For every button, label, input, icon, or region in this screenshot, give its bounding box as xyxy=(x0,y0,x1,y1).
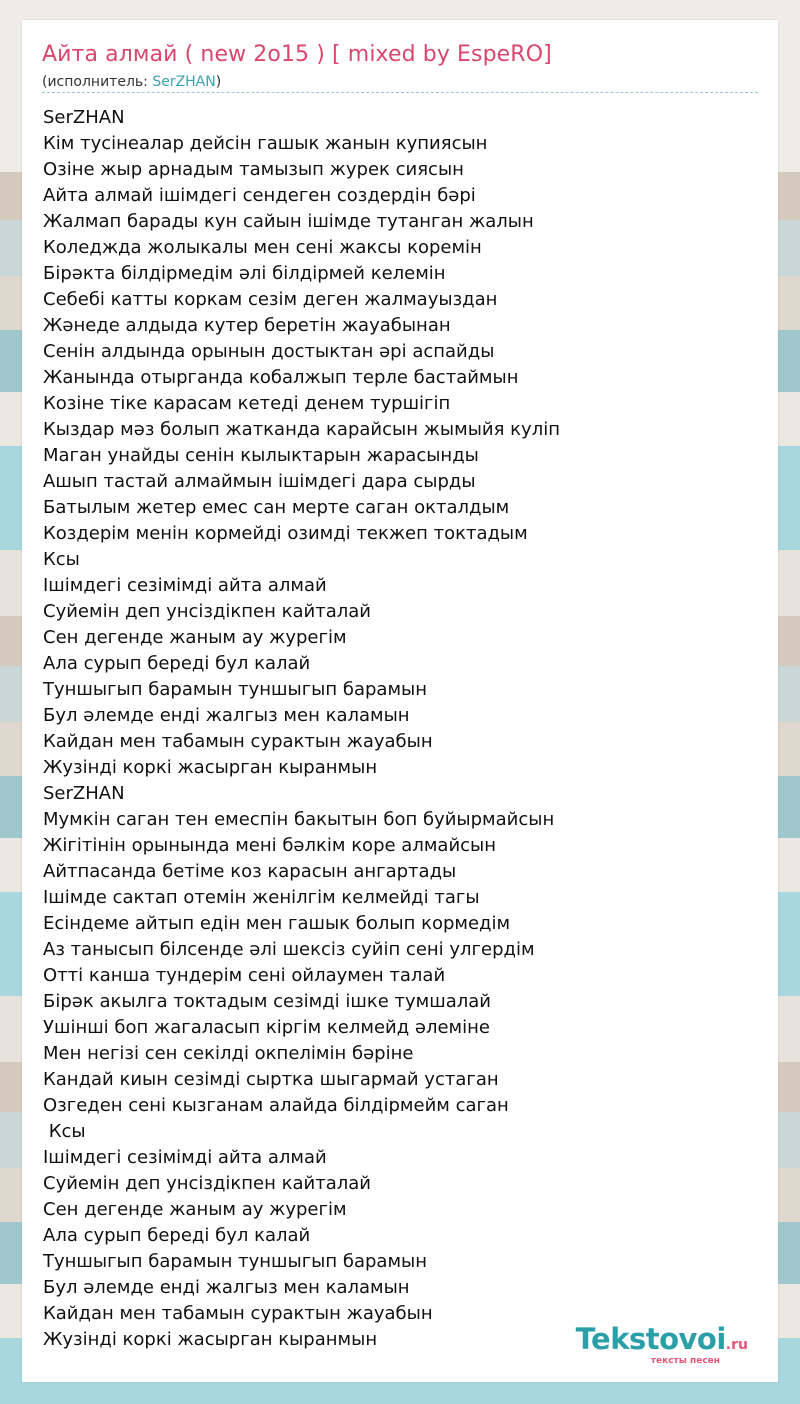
lyric-line: Ішімде сактап отемін женілгім келмейді тагы xyxy=(43,887,480,908)
lyric-line: Жігітінін орынында мені бәлкім коре алмайсын xyxy=(43,835,497,856)
artist-prefix: (исполнитель: xyxy=(42,74,153,90)
song-title: Айта алмай ( new 2o15 ) [ mixed by EspeRO] xyxy=(42,42,552,67)
logo-name: Tekstovoi xyxy=(575,1322,726,1356)
lyric-line: Кайдан мен табамын сурактын жауабын xyxy=(43,731,433,752)
lyric-line: Ішімдегі сезімімді айта алмай xyxy=(43,1147,327,1168)
lyric-line: Маган унайды сенін кылыктарын жарасынды xyxy=(43,445,479,466)
lyric-line: Ушінші боп жагаласып кіргім келмейд әлеміне xyxy=(43,1017,490,1038)
lyric-line: Аз танысып білсенде әлі шексіз суйіп сені улгердім xyxy=(43,939,535,960)
lyric-line: Сенін алдында орынын достыктан әрі аспайды xyxy=(43,341,495,362)
lyric-line: Жалмап барады кун сайын ішімде тутанган жалын xyxy=(43,211,534,232)
lyrics-card xyxy=(22,20,778,1382)
lyric-line: Ксы xyxy=(43,549,80,570)
lyric-line: Кім тусінеалар дейсін гашык жанын купиясын xyxy=(43,133,488,154)
lyric-line: Бул әлемде енді жалгыз мен каламын xyxy=(43,705,410,726)
lyric-line: SerZHAN xyxy=(43,107,125,128)
lyric-line: Отті канша тундерім сені ойлаумен талай xyxy=(43,965,446,986)
lyric-line: Коздерім менін кормейді озимді текжеп токтадым xyxy=(43,523,528,544)
lyric-line: Озіне жыр арнадым тамызып журек сиясын xyxy=(43,159,464,180)
lyric-line: Козіне тіке карасам кетеді денем туршігіп xyxy=(43,393,451,414)
lyric-line: Суйемін деп унсіздікпен кайталай xyxy=(43,601,371,622)
title-divider xyxy=(42,92,758,93)
lyric-line: Кайдан мен табамын сурактын жауабын xyxy=(43,1303,433,1324)
lyric-line: Жузінді коркі жасырган кыранмын xyxy=(43,757,378,778)
lyric-line: Туншыгып барамын туншыгып барамын xyxy=(43,1251,428,1272)
lyric-line: Коледжда жолыкалы мен сені жаксы коремін xyxy=(43,237,482,258)
lyric-line: Жанында отырганда кобалжып терле бастаймын xyxy=(43,367,519,388)
lyric-line: Ашып тастай алмаймын ішімдегі дара сырды xyxy=(43,471,476,492)
lyric-line: Батылым жетер емес сан мерте саган окталдым xyxy=(43,497,510,518)
lyric-line: Жәнеде алдыда кутер беретін жауабынан xyxy=(43,315,451,336)
lyric-line: Сен дегенде жаным ау журегім xyxy=(43,627,347,648)
lyric-line: Ішімдегі сезімімді айта алмай xyxy=(43,575,327,596)
lyric-line: Суйемін деп унсіздікпен кайталай xyxy=(43,1173,371,1194)
lyrics-text xyxy=(43,105,560,1353)
lyric-line: SerZHAN xyxy=(43,783,125,804)
lyric-line: Ала сурып береді бул калай xyxy=(43,1225,311,1246)
site-logo[interactable] xyxy=(575,1322,748,1366)
lyric-line: Бул әлемде енді жалгыз мен каламын xyxy=(43,1277,410,1298)
lyric-line: Себебі катты коркам сезім деген жалмауыздан xyxy=(43,289,498,310)
lyric-line: Туншыгып барамын туншыгып барамын xyxy=(43,679,428,700)
lyric-line: Сен дегенде жаным ау журегім xyxy=(43,1199,347,1220)
lyric-line: Ксы xyxy=(43,1121,86,1142)
lyric-line: Кыздар мәз болып жатканда карайсын жымыйя куліп xyxy=(43,419,560,440)
lyric-line: Жузінді коркі жасырган кыранмын xyxy=(43,1329,378,1350)
lyric-line: Озгеден сені кызганам алайда білдірмейм саган xyxy=(43,1095,509,1116)
lyric-line: Мумкін саган тен емеспін бакытын боп буйырмайсын xyxy=(43,809,555,830)
lyric-line: Бірәк акылга токтадым сезімді ішке тумшалай xyxy=(43,991,491,1012)
lyric-line: Мен негізі сен секілді окпелімін бәріне xyxy=(43,1043,414,1064)
logo-tagline: тексты песен xyxy=(650,1356,720,1366)
lyric-line: Ала сурып береді бул калай xyxy=(43,653,311,674)
artist-line xyxy=(42,74,221,90)
lyric-line: Айта алмай ішімдегі сендеген создердін бәрі xyxy=(43,185,476,206)
artist-link[interactable]: SerZHAN xyxy=(152,74,216,90)
lyric-line: Айтпасанда бетіме коз карасын ангартады xyxy=(43,861,457,882)
artist-suffix: ) xyxy=(215,74,222,90)
lyric-line: Есіндеме айтып едін мен гашык болып кормедім xyxy=(43,913,511,934)
lyric-line: Кандай киын сезімді сыртка шыгармай устаган xyxy=(43,1069,499,1090)
logo-tld: .ru xyxy=(725,1337,748,1353)
lyric-line: Бірәкта білдірмедім әлі білдірмей келемін xyxy=(43,263,446,284)
